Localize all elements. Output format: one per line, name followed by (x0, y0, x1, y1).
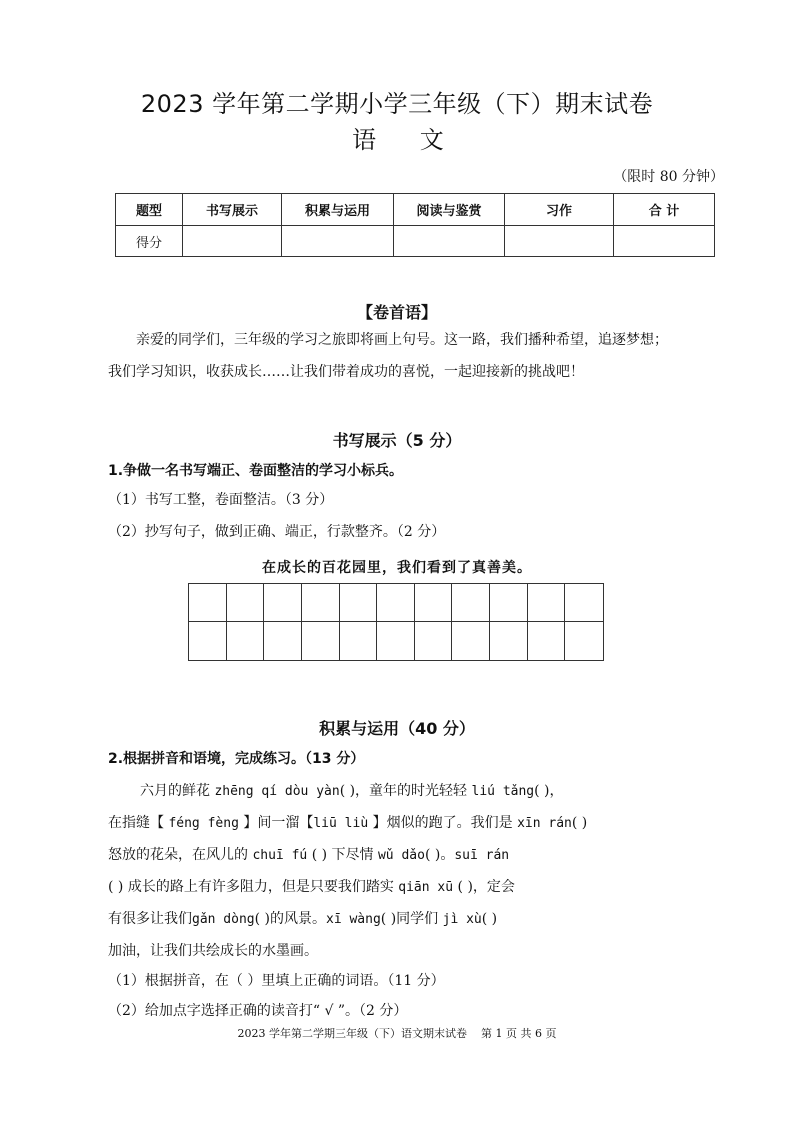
passage-line-2 (108, 812, 587, 832)
pronunciation-choice[interactable]: liū liù (313, 816, 369, 831)
passage-text: 】烟似的跑了。我们是 (368, 815, 518, 831)
answer-blank[interactable]: ( ) (481, 911, 498, 927)
score-cell[interactable] (614, 226, 715, 257)
score-cell[interactable] (282, 226, 394, 257)
writing-grid[interactable] (188, 583, 604, 661)
passage-text: 有很多让我们 (108, 911, 192, 927)
grid-cell[interactable] (302, 622, 340, 660)
preface-line-2: 我们学习知识，收获成长……让我们带着成功的喜悦，一起迎接新的挑战吧！ (108, 364, 584, 380)
section-accumulation-title: 积累与运用（40 分） (319, 719, 475, 738)
pinyin: gǎn dòng (192, 912, 255, 927)
page-number: 第 1 页 共 6 页 (481, 1027, 557, 1040)
answer-blank[interactable]: ( ) 成长的路上有许多阻力，但是只要我们踏实 (108, 879, 399, 895)
answer-blank[interactable]: ( )同学们 (380, 911, 443, 927)
grid-cell[interactable] (415, 622, 453, 660)
section-writing-title: 书写展示（5 分） (332, 431, 462, 450)
score-cell[interactable] (183, 226, 282, 257)
score-row-label: 得分 (116, 226, 183, 257)
passage-line-4 (108, 876, 515, 896)
answer-blank[interactable]: ( )， (534, 783, 564, 799)
subject-title: 语 文 (352, 126, 462, 154)
grid-cell[interactable] (528, 584, 566, 622)
question-2-title: 2.根据拼音和语境，完成练习。（13 分） (108, 751, 365, 767)
question-1-sub-1: （1）书写工整，卷面整洁。（3 分） (108, 492, 334, 508)
answer-blank[interactable]: ( )的风景。 (254, 911, 326, 927)
passage-line-5 (108, 908, 497, 928)
pinyin: jì xù (442, 912, 482, 927)
passage-text: 】间一溜【 (238, 815, 314, 831)
answer-blank[interactable]: ( )，童年的时光轻轻 (339, 783, 472, 799)
pinyin: qiān xū (398, 880, 454, 895)
grid-cell[interactable] (189, 622, 227, 660)
grid-cell[interactable] (302, 584, 340, 622)
passage-line-6: 加油，让我们共绘成长的水墨画。 (108, 943, 318, 959)
score-table-header-row (116, 194, 715, 226)
grid-cell[interactable] (227, 584, 265, 622)
header-cell-type: 题型 (116, 194, 183, 226)
grid-cell[interactable] (227, 622, 265, 660)
header-cell-accumulation: 积累与运用 (282, 194, 394, 226)
grid-cell[interactable] (340, 584, 378, 622)
preface-title: 【卷首语】 (356, 303, 437, 322)
score-table-score-row (116, 226, 715, 257)
score-cell[interactable] (505, 226, 614, 257)
pinyin: suī rán (454, 848, 510, 863)
grid-cell[interactable] (264, 622, 302, 660)
pinyin: liú tǎng (471, 784, 535, 799)
footer-text: 2023 学年第二学期三年级（下）语文期末试卷 (237, 1027, 467, 1040)
header-cell-composition: 习作 (505, 194, 614, 226)
time-limit: （限时 80 分钟） (613, 169, 724, 185)
grid-cell[interactable] (377, 622, 415, 660)
passage-line-1 (140, 780, 564, 800)
grid-cell[interactable] (264, 584, 302, 622)
pinyin: zhēng qí dòu yàn (214, 784, 340, 799)
page-footer (0, 1025, 794, 1041)
answer-blank[interactable]: ( ) 下尽情 (307, 847, 378, 863)
grid-cell[interactable] (189, 584, 227, 622)
grid-cell[interactable] (377, 584, 415, 622)
grid-cell[interactable] (565, 622, 603, 660)
pronunciation-choice[interactable]: féng fèng (168, 816, 239, 831)
question-2-sub-1: （1）根据拼音，在（ ）里填上正确的词语。（11 分） (108, 973, 445, 989)
copy-sentence: 在成长的百花园里，我们看到了真善美。 (262, 560, 532, 576)
answer-blank[interactable]: ( ) (571, 815, 588, 831)
passage-text: 六月的鲜花 (140, 783, 215, 799)
pinyin: wǔ dǎo (377, 848, 425, 863)
grid-cell[interactable] (490, 584, 528, 622)
grid-cell[interactable] (415, 584, 453, 622)
answer-blank[interactable]: ( )，定会 (453, 879, 515, 895)
score-cell[interactable] (394, 226, 505, 257)
grid-cell[interactable] (528, 622, 566, 660)
question-1-sub-2: （2）抄写句子，做到正确、端正，行款整齐。（2 分） (108, 524, 446, 540)
passage-text: 怒放的花朵，在风儿的 (108, 847, 253, 863)
header-cell-writing: 书写展示 (183, 194, 282, 226)
header-cell-reading: 阅读与鉴赏 (394, 194, 505, 226)
passage-text: 在指缝【 (108, 815, 169, 831)
answer-blank[interactable]: ( )。 (424, 847, 455, 863)
score-table (115, 193, 715, 257)
question-1-title: 1.争做一名书写端正、卷面整洁的学习小标兵。 (108, 463, 404, 479)
grid-cell[interactable] (340, 622, 378, 660)
passage-line-3 (108, 844, 509, 864)
pinyin: xīn rán (517, 816, 572, 831)
header-cell-total: 合 计 (614, 194, 715, 226)
exam-title: 2023 学年第二学期小学三年级（下）期末试卷 (140, 90, 654, 118)
pinyin: xī wàng (326, 912, 381, 927)
question-2-sub-2: （2）给加点字选择正确的读音打“ √ ”。（2 分） (108, 1003, 408, 1019)
grid-cell[interactable] (452, 584, 490, 622)
grid-cell[interactable] (452, 622, 490, 660)
preface-line-1: 亲爱的同学们，三年级的学习之旅即将画上句号。这一路，我们播种希望，追逐梦想； (136, 332, 668, 348)
grid-cell[interactable] (565, 584, 603, 622)
grid-cell[interactable] (490, 622, 528, 660)
pinyin: chuī fú (252, 848, 308, 863)
